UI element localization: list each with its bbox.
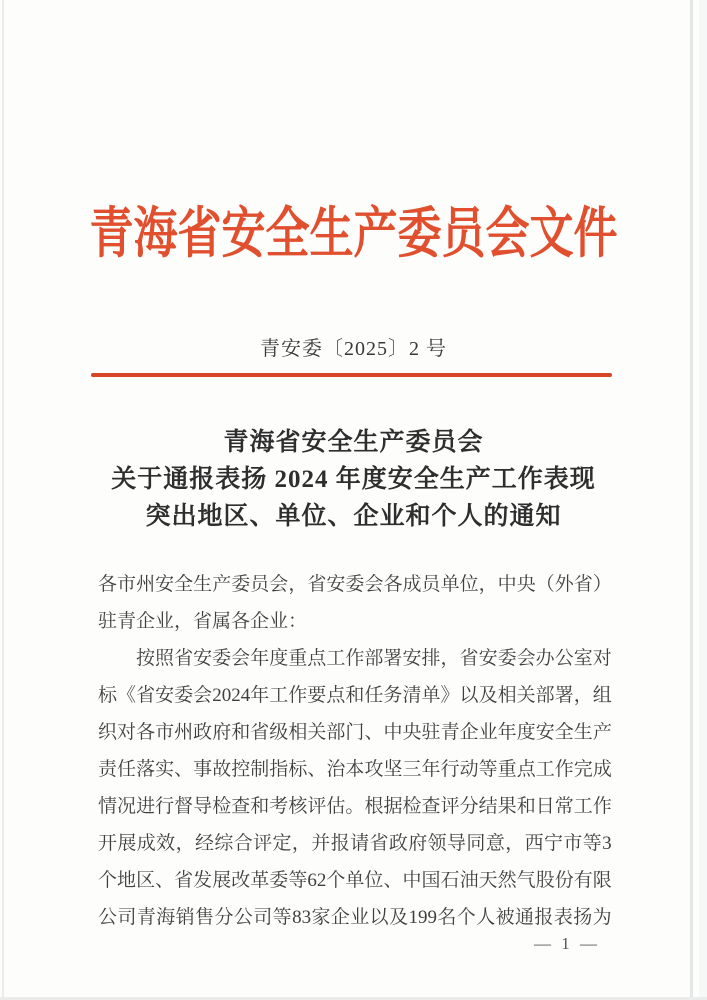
body-text-line: 情 况 进 行 督 导 检 查 和 考 核 评 估 。 根 据 检 查 评 分 结 果 和 日 常 工 作 [98, 796, 612, 817]
notice-title-line: 突出地区、单位、企业和个人的通知 [145, 503, 562, 530]
document-header-title: 青海省安全生产委员会文件 [89, 203, 618, 264]
notice-title-line: 青海省安全生产委员会 [223, 429, 484, 456]
body-text-line: 按 照 省 安 委 会 年 度 重 点 工 作 部 署 安 排 ， 省 安 委 会 办 公 室 对 [136, 648, 612, 669]
notice-title-line: 关于通报表扬 2024 年度安全生产工作表现 [111, 466, 596, 493]
body-text-line: 各 市 州 安 全 生 产 委 员 会 ， 省 安 委 会 各 成 员 单 位 ， 中 央 （ 外 省 ） [98, 574, 612, 595]
notice-body [98, 566, 612, 936]
body-text-line: 驻青企业，省属各企业： [98, 611, 308, 632]
red-separator-line [91, 373, 612, 377]
document-number: 青安委〔2025〕2 号 [260, 338, 447, 360]
body-text-line: 个 地 区 、 省 发 展 改 革 委 等 62 个 单 位 、 中 国 石 油 天 然 气 股 份 有 限 [98, 870, 612, 891]
notice-title [0, 424, 707, 535]
page-number: — 1 — [534, 934, 600, 953]
body-text-line: 公 司 青 海 销 售 分 公 司 等 83 家 企 业 以 及 199 名 个 人 被 通 报 表 扬 为 [98, 907, 612, 928]
body-text-line: 标 《 省 安 委 会 2024 年 工 作 要 点 和 任 务 清 单 》 以 及 相 关 部 署 ， 组 [98, 685, 612, 706]
body-text-line: 织 对 各 市 州 政 府 和 省 级 相 关 部 门 、 中 央 驻 青 企 业 年 度 安 全 生 产 [98, 722, 612, 743]
body-text-line: 责 任 落 实 、 事 故 控 制 指 标 、 治 本 攻 坚 三 年 行 动 等 重 点 工 作 完 成 [98, 759, 612, 780]
body-text-line: 开 展 成 效 ， 经 综 合 评 定 ， 并 报 请 省 政 府 领 导 同 意 ， 西 宁 市 等 3 [98, 833, 612, 854]
